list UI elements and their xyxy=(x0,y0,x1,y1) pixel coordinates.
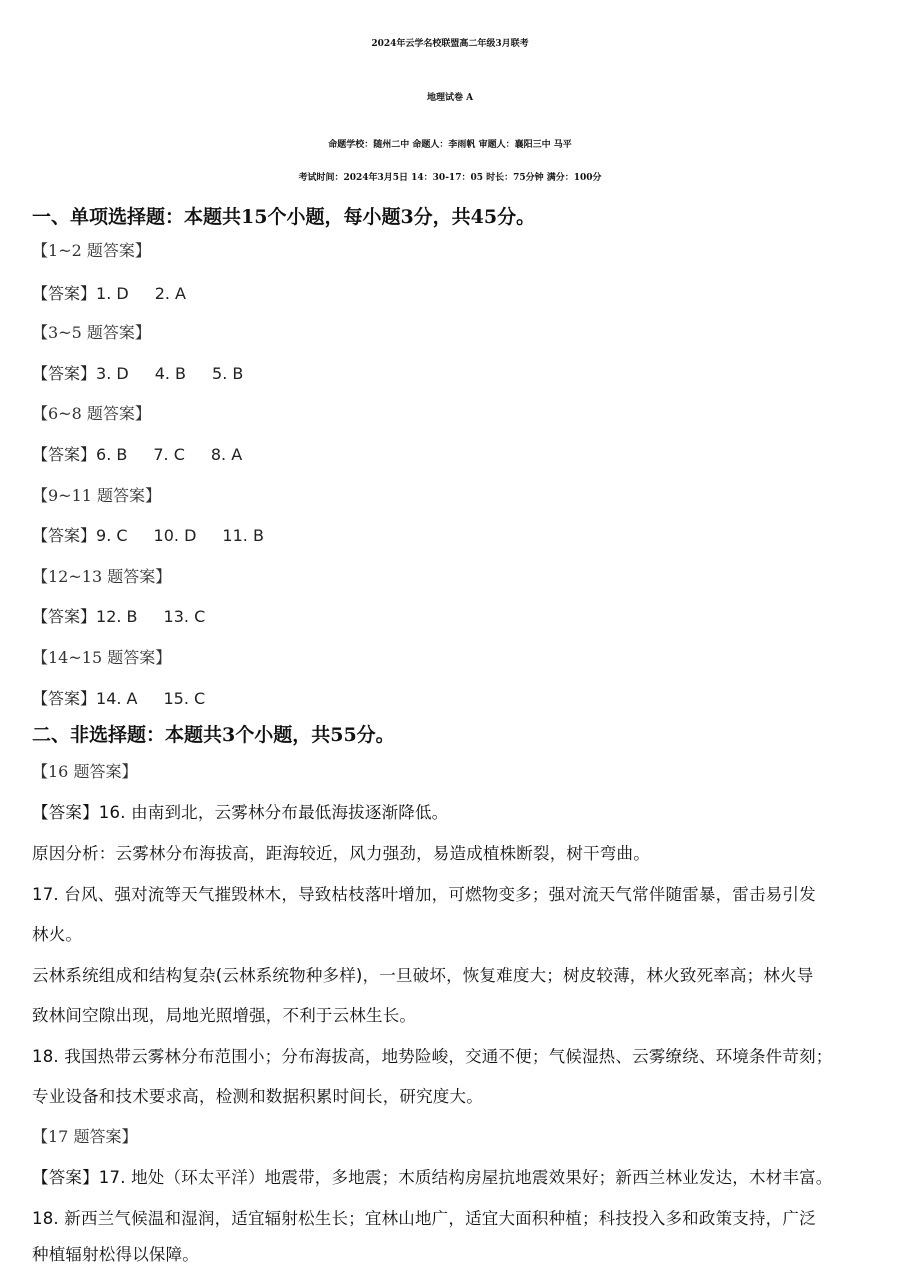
answer-item: 9. C xyxy=(96,526,128,545)
answer-text-line: 专业设备和技术要求高，检测和数据积累时间长，研究度大。 xyxy=(32,1087,483,1106)
answer-item: 14. A xyxy=(96,689,138,708)
answer-group-tag: 【17 题答案】 xyxy=(32,1127,138,1146)
answer-row xyxy=(32,361,269,384)
answer-prefix: 【答案】 xyxy=(32,607,97,626)
answer-text-line: 云林系统组成和结构复杂(云林系统物种多样)，一旦破坏，恢复难度大；树皮较薄，林火致死率高；林火导 xyxy=(32,966,814,985)
answer-item: 8. A xyxy=(210,445,243,464)
answer-item: 11. B xyxy=(222,526,264,545)
answer-item: 2. A xyxy=(154,284,186,303)
answer-text-line: 17. 台风、强对流等天气摧毁林木，导致枯枝落叶增加，可燃物变多；强对流天气常伴随雷暴，雷击易引发 xyxy=(32,885,816,904)
answer-row xyxy=(32,523,290,546)
answer-item: 3. D xyxy=(96,364,129,383)
paper-subtitle: 地理试卷 A xyxy=(426,93,474,103)
answer-text-line: 致林间空隙出现，局地光照增强，不利于云林生长。 xyxy=(32,1006,417,1025)
authors-line: 命题学校：随州二中 命题人：李雨帆 审题人：襄阳三中 马平 xyxy=(328,140,572,150)
answer-prefix: 【答案】 xyxy=(32,364,97,383)
answer-row xyxy=(32,281,212,304)
answer-text-line: 18. 我国热带云雾林分布范围小；分布海拔高，地势险峻，交通不便；气候湿热、云雾缭绕、环境条件苛刻； xyxy=(32,1047,833,1066)
answer-text-line: 18. 新西兰气候温和湿润，适宜辐射松生长；宜林山地广，适宜大面积种植；科技投入多和政策支持，广泛 xyxy=(32,1209,816,1228)
answer-prefix: 【答案】 xyxy=(32,445,97,464)
answer-item: 4. B xyxy=(154,364,187,383)
answer-item: 6. B xyxy=(96,445,128,464)
exam-title: 2024年云学名校联盟高二年级3月联考 xyxy=(371,39,529,49)
answer-text-line: 林火。 xyxy=(32,925,83,944)
answer-text-line: 种植辐射松得以保障。 xyxy=(32,1245,199,1264)
answer-group-tag: 【16 题答案】 xyxy=(32,762,138,781)
answer-item: 10. D xyxy=(153,526,197,545)
answer-prefix: 【答案】 xyxy=(32,284,97,303)
section2-heading: 二、非选择题：本题共3个小题，共55分。 xyxy=(32,724,395,746)
section1-heading: 一、单项选择题：本题共15个小题，每小题3分，共45分。 xyxy=(32,206,536,228)
exam-info-line: 考试时间：2024年3月5日 14：30-17：05 时长：75分钟 满分：100分 xyxy=(298,173,602,183)
answer-group-tag: 【14~15 题答案】 xyxy=(32,648,172,667)
answer-text-line: 原因分析：云雾林分布海拔高，距海较近，风力强劲，易造成植株断裂，树干弯曲。 xyxy=(32,844,650,863)
answer-prefix: 【答案】 xyxy=(32,689,97,708)
answer-text-line: 【答案】17. 地处（环太平洋）地震带，多地震；木质结构房屋抗地震效果好；新西兰林业发达，木材丰富。 xyxy=(32,1168,833,1187)
answer-row xyxy=(32,686,231,709)
answer-item: 7. C xyxy=(153,445,185,464)
answer-group-tag: 【12~13 题答案】 xyxy=(32,567,172,586)
answer-group-tag: 【6~8 题答案】 xyxy=(32,404,151,423)
answer-prefix: 【答案】 xyxy=(32,526,97,545)
answer-row xyxy=(32,442,268,465)
answer-group-tag: 【9~11 题答案】 xyxy=(32,486,162,505)
answer-text-line: 【答案】16. 由南到北，云雾林分布最低海拔逐渐降低。 xyxy=(32,803,449,822)
answer-item: 5. B xyxy=(212,364,244,383)
answer-item: 1. D xyxy=(96,284,129,303)
answer-group-tag: 【1~2 题答案】 xyxy=(32,241,151,260)
answer-group-tag: 【3~5 题答案】 xyxy=(32,323,151,342)
answer-row xyxy=(32,604,231,627)
answer-item: 12. B xyxy=(96,607,138,626)
answer-item: 13. C xyxy=(163,607,206,626)
answer-item: 15. C xyxy=(163,689,206,708)
